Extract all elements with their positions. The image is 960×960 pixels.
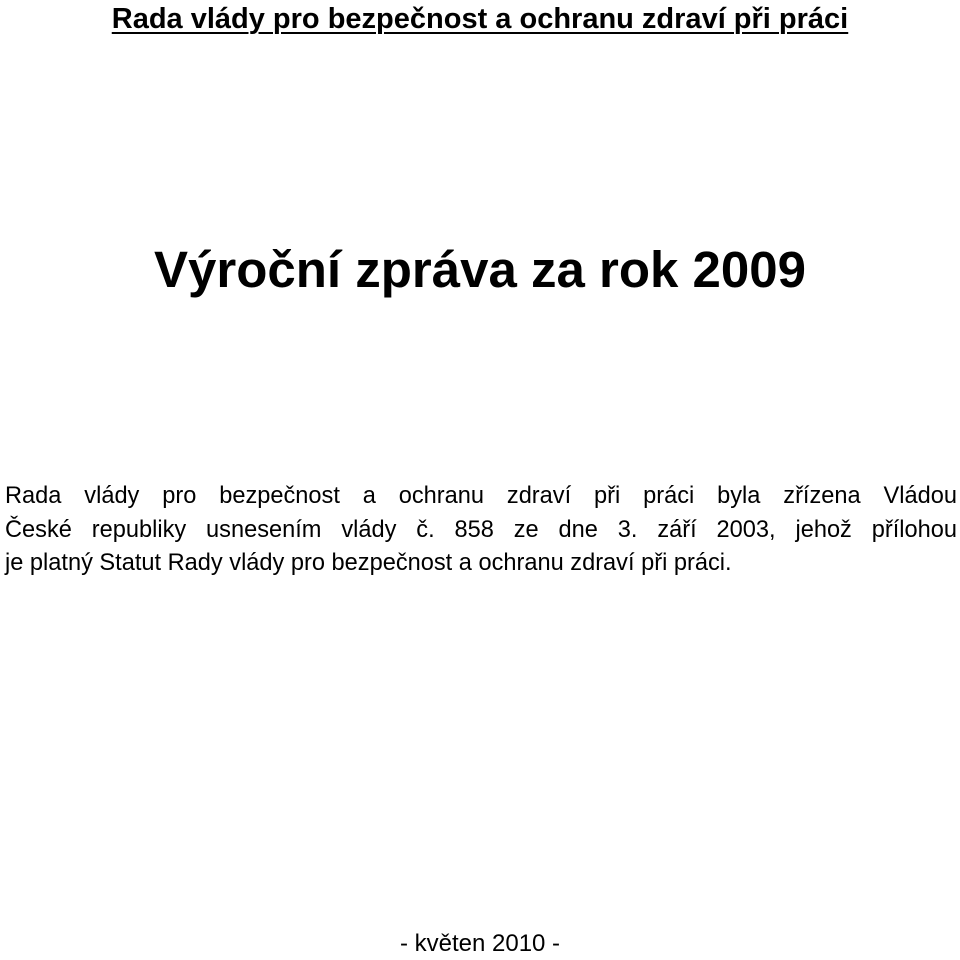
document-header <box>0 0 960 38</box>
publication-date: - květen 2010 - <box>399 930 561 957</box>
paragraph-line-1: Rada vlády pro bezpečnost a ochranu zdraví při práci byla zřízena Vládou <box>5 483 957 509</box>
header-title: Rada vlády pro bezpečnost a ochranu zdraví při práci <box>111 3 849 35</box>
report-title: Výroční zpráva za rok 2009 <box>153 241 807 298</box>
paragraph-line-2: České republiky usnesením vlády č. 858 ze dne 3. září 2003, jehož přílohou <box>5 516 957 543</box>
intro-paragraph <box>5 480 957 581</box>
paragraph-line-3: je platný Statut Rady vlády pro bezpečnost a ochranu zdraví při práci. <box>5 550 732 576</box>
